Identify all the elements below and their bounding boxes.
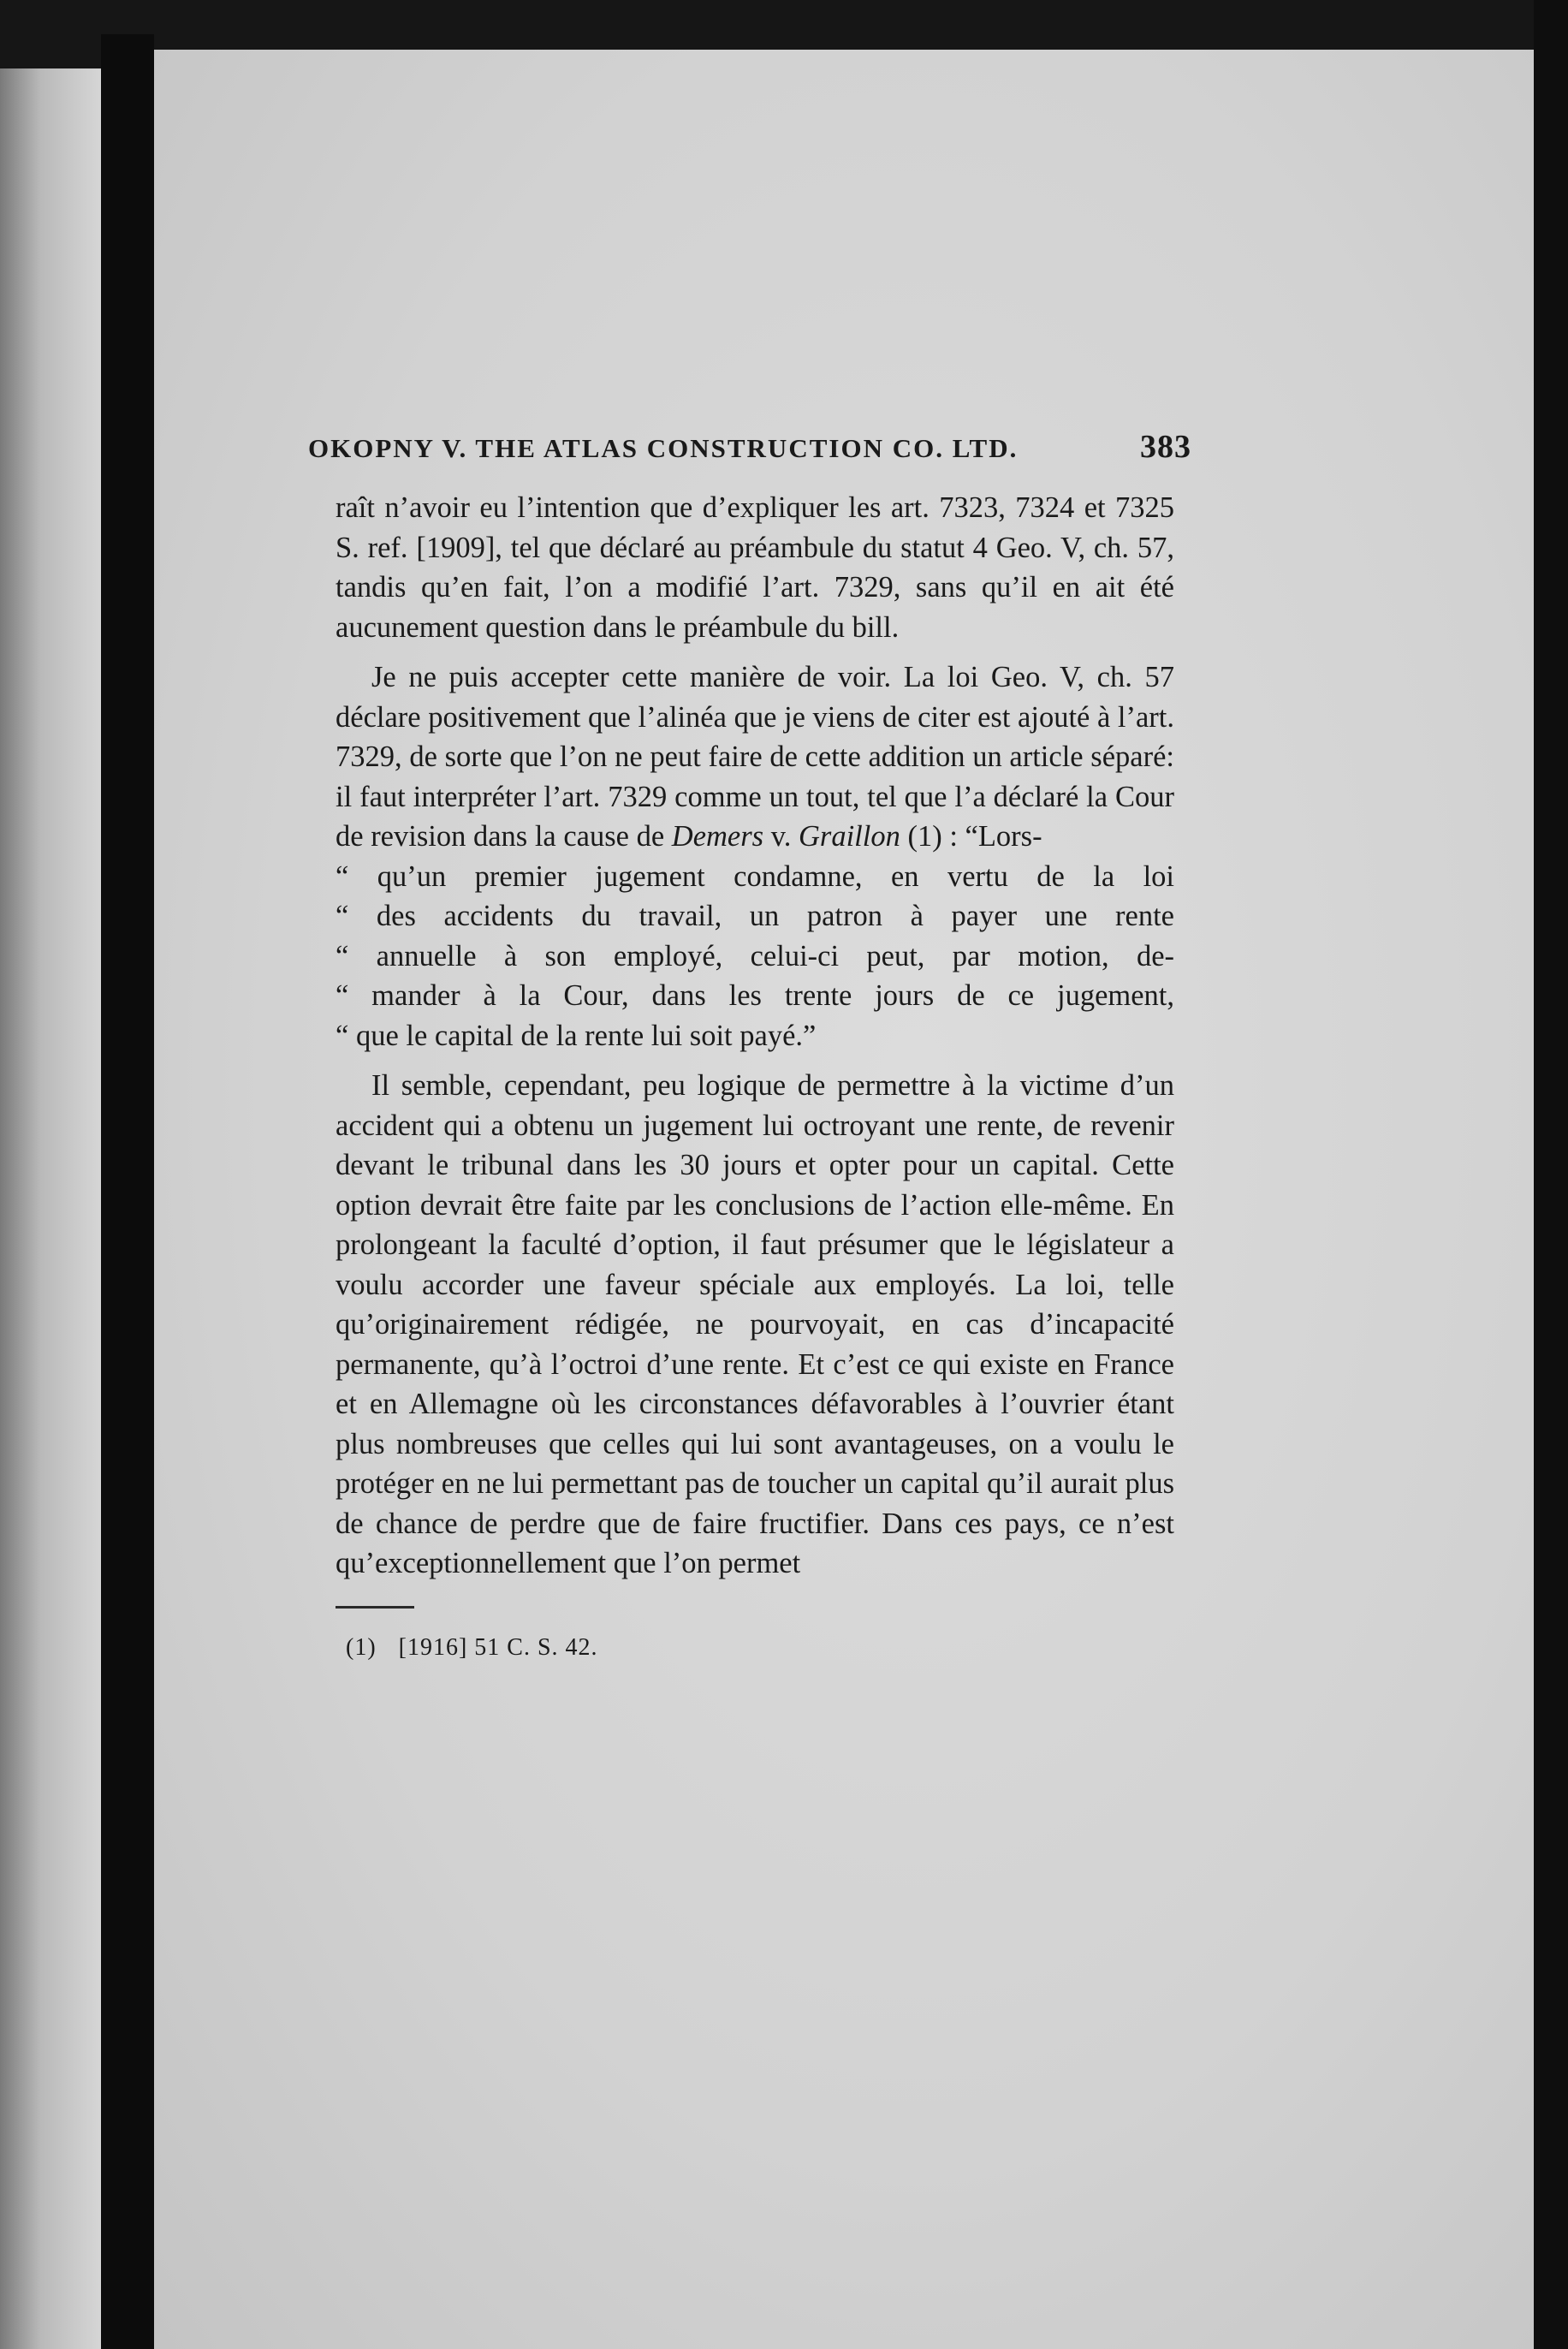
running-head <box>308 428 1191 479</box>
quote-line: “ que le capital de la rente lui soit payé.” <box>336 1019 817 1052</box>
book-gutter <box>101 34 154 2349</box>
quote-line: “ mander à la Cour, dans les trente jours de ce jugement, <box>336 979 1174 1012</box>
page-text-block <box>308 428 1191 1662</box>
scan-border <box>1534 0 1568 2349</box>
footnote-ref-lead: (1) : “Lors- <box>900 820 1042 853</box>
paragraph-2 <box>336 657 1174 857</box>
page-number: 383 <box>1140 429 1191 465</box>
quote-line: “ qu’un premier jugement condamne, en vertu de la loi <box>336 859 1174 893</box>
footnote <box>346 1634 1174 1662</box>
case-party-1: Demers <box>671 820 764 853</box>
running-head-title: OKOPNY V. THE ATLAS CONSTRUCTION CO. LTD. <box>308 433 1019 463</box>
quote-line: “ des accidents du travail, un patron à payer une rente <box>336 900 1174 932</box>
body-text <box>336 488 1174 1584</box>
quotation <box>336 857 1174 1056</box>
case-versus: v. <box>763 820 799 853</box>
paragraph-2-lead: Je ne puis accepter cette manière de voir. La loi Geo. V, ch. 57 déclare positivement que l’alinéa que je viens de citer est ajouté à l’art. 7329, de sorte que l’on ne peut faire de cette addition un article séparé: il faut interpréter l’art. 7329 comme un tout, tel que l’a déclaré la Cour de revision dans la cause de <box>336 661 1174 853</box>
facing-page-edge <box>0 68 101 2349</box>
footnote-rule <box>336 1606 414 1609</box>
paragraph-1: raît n’avoir eu l’intention que d’expliquer les art. 7323, 7324 et 7325 S. ref. [1909], tel que déclaré au préambule du statut 4 Geo. V, ch. 57, tandis qu’en fait, l’on a modifié l’art. 7329, sans qu’il en ait été aucunement question dans le préambule du bill. <box>336 491 1174 644</box>
footnote-marker: (1) <box>346 1633 377 1661</box>
footnote-citation: [1916] 51 C. S. 42. <box>398 1633 598 1661</box>
paragraph-3: Il semble, cependant, peu logique de permettre à la victime d’un accident qui a obtenu un jugement lui octroyant une rente, de revenir devant le tribunal dans les 30 jours et opter pour un capital. Cette option devrait être faite par les conclusions de l’action elle-même. En prolongeant la faculté d’option, il faut présumer que le législateur a voulu accorder une faveur spéciale aux employés. La loi, telle qu’originairement rédigée, ne pourvoyait, en cas d’incapacité permanente, qu’à l’octroi d’une rente. Et c’est ce qui existe en France et en Allemagne où les circonstances défavorables à l’ouvrier étant plus nombreuses que celles qui lui sont avantageuses, on a voulu le protéger en ne lui permettant pas de toucher un capital qu’il aurait plus de chance de perdre que de faire fructifier. Dans ces pays, ce n’est qu’exceptionnellement que l’on permet <box>336 1069 1174 1579</box>
case-party-2: Graillon <box>798 820 900 853</box>
quote-line: “ annuelle à son employé, celui-ci peut, par motion, de- <box>336 939 1174 972</box>
